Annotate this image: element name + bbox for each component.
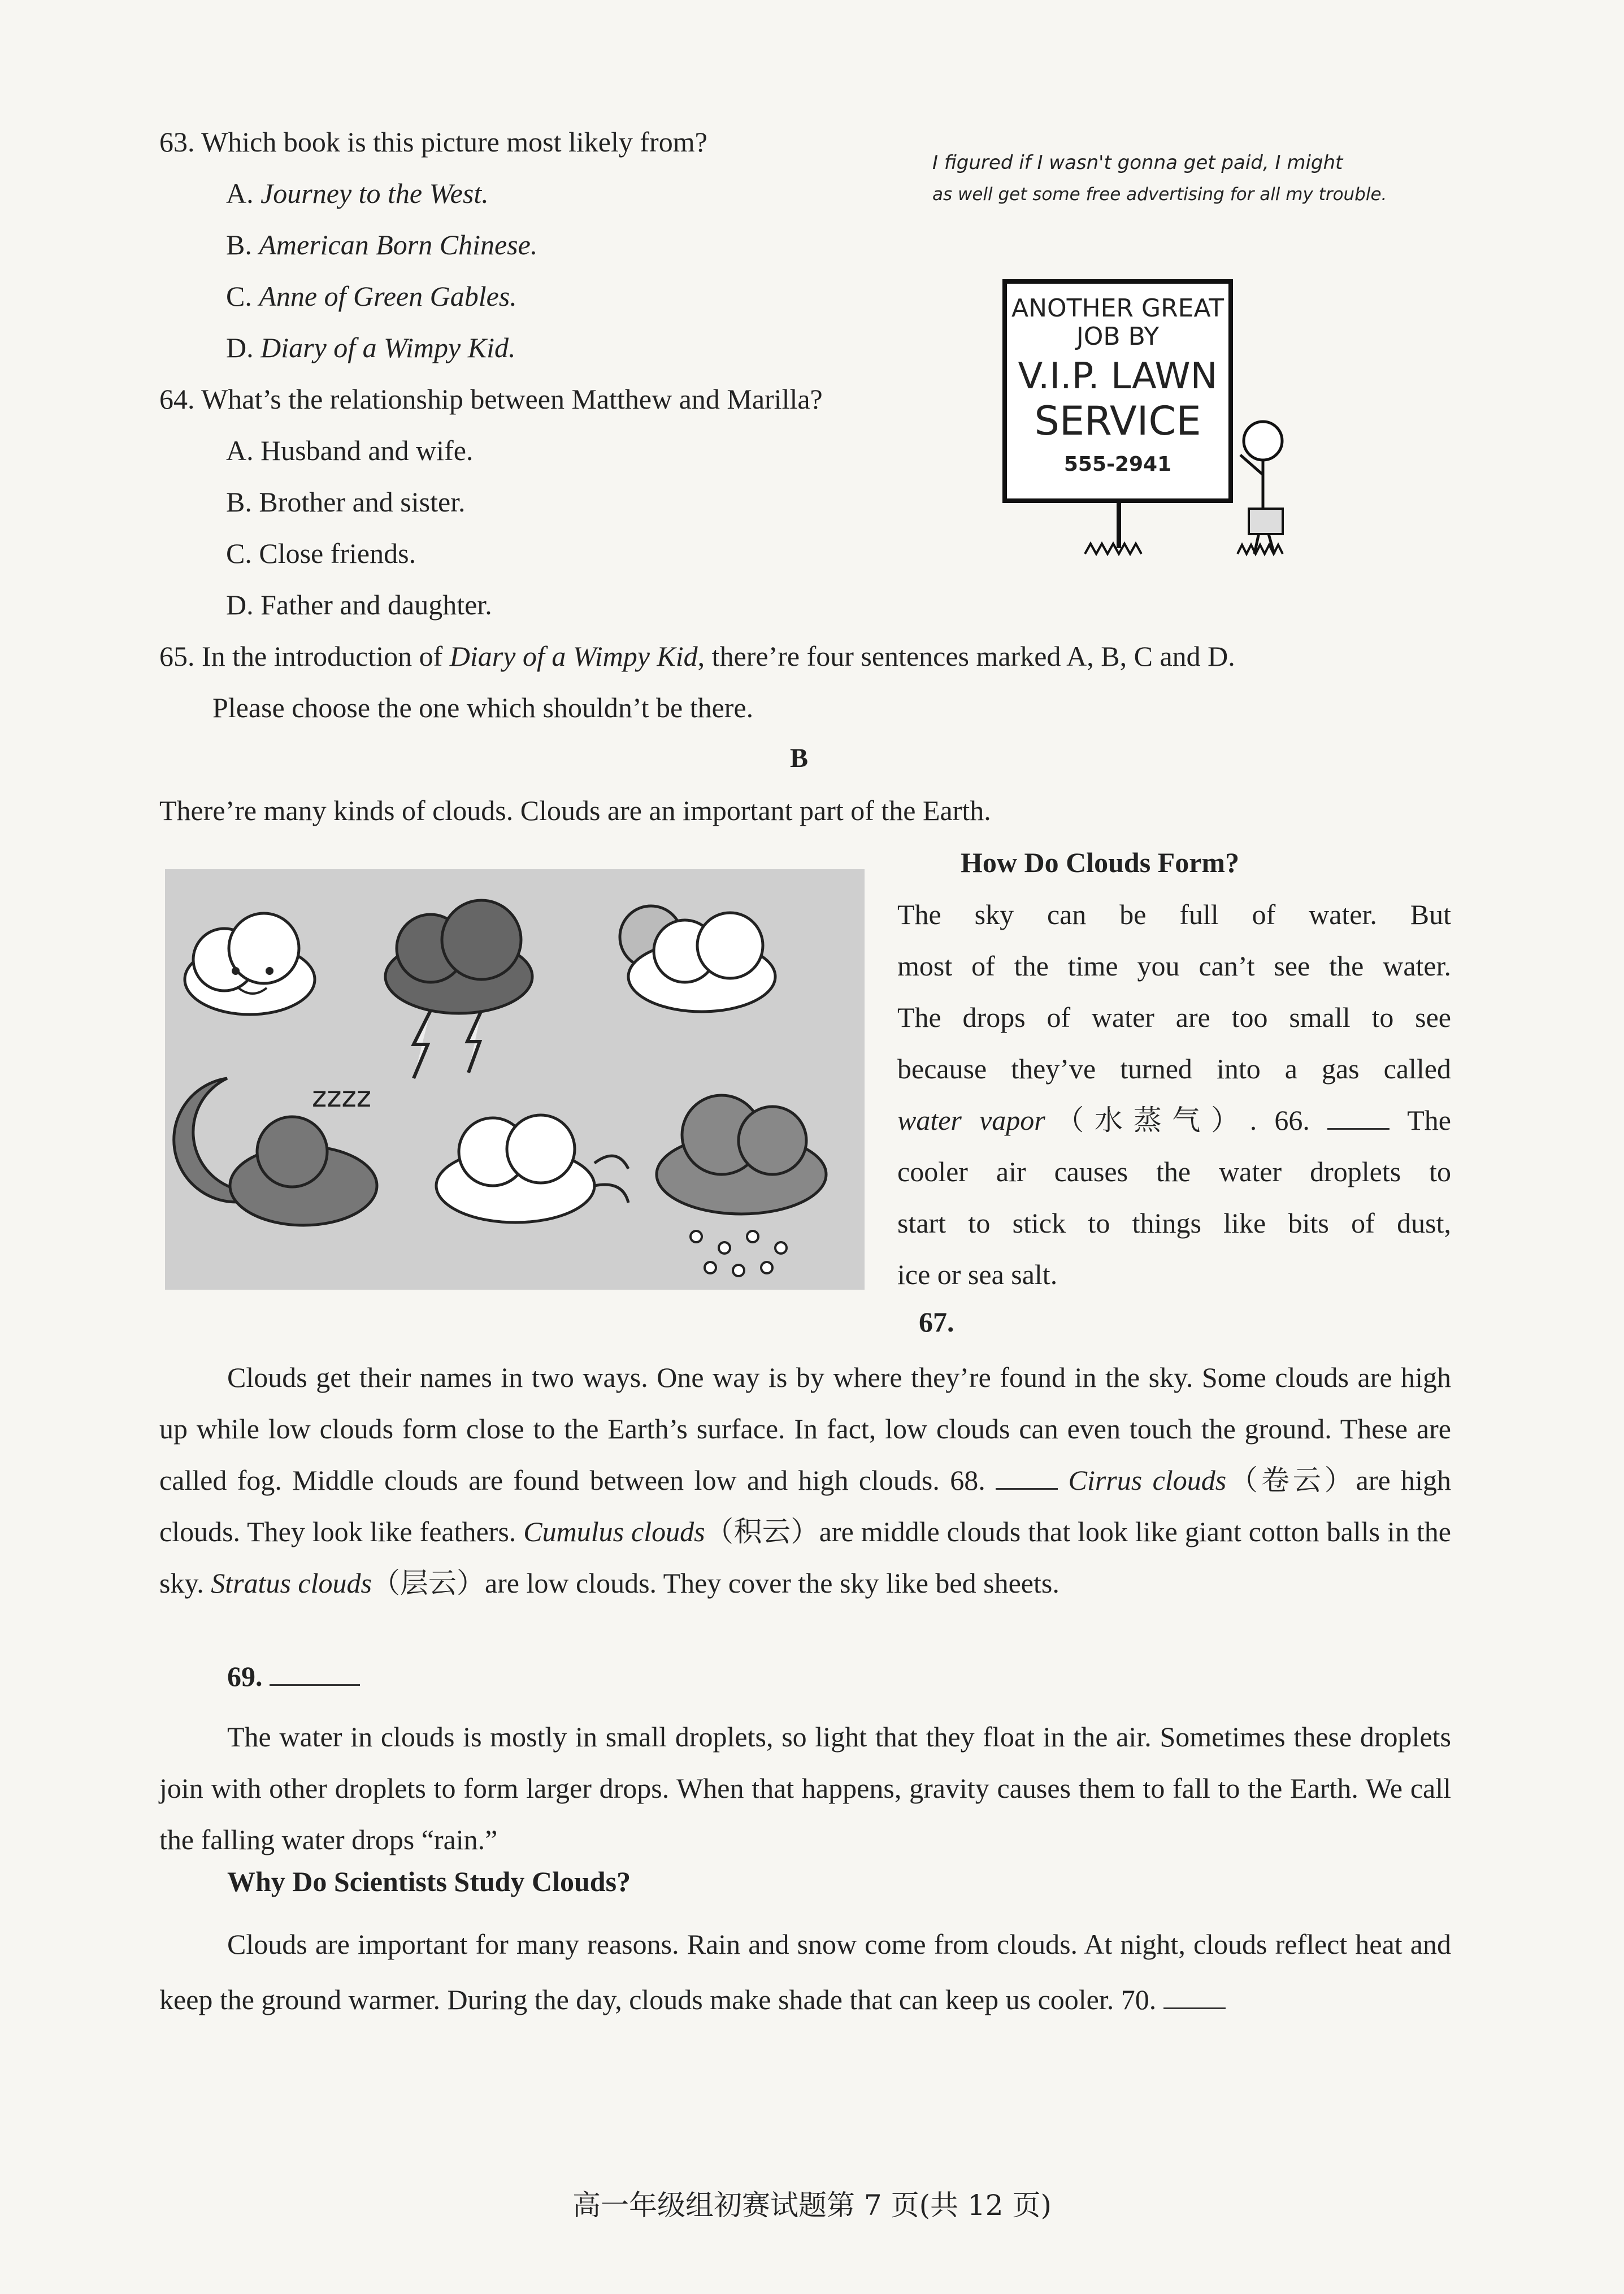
heading-how-clouds-form: How Do Clouds Form? <box>961 847 1240 878</box>
q65-line2: Please choose the one which shouldn’t be there. <box>212 692 754 723</box>
q63-option-a: A. Journey to the West. <box>226 177 489 209</box>
q63-option-d: D. Diary of a Wimpy Kid. <box>226 332 516 363</box>
clouds-illustration <box>165 869 865 1290</box>
storm-cloud-icon <box>385 900 532 1078</box>
kid-head <box>1244 422 1282 460</box>
clouds-form-text: The sky can be full of water. But most of the time you can’t see the water. The drops of water are too small to see because they’ve turned into a gas called water vapor（水蒸气）. 66. The cooler air causes the water droplets to start to stick to things like bits of dust, ice or sea salt. <box>897 899 1451 1290</box>
question-69: 69. <box>227 1660 360 1693</box>
q63-option-c: C. Anne of Green Gables. <box>226 280 517 312</box>
sign-phone: 555-2941 <box>1063 453 1172 476</box>
section-b-label: B <box>790 743 809 773</box>
q64-option-d: D. Father and daughter. <box>226 589 492 621</box>
blank-70 <box>1163 1985 1226 2009</box>
sun-cloud-icon <box>620 906 775 1012</box>
sign-line-2: JOB BY <box>1076 322 1160 351</box>
wimpy-kid-comic <box>932 141 1475 571</box>
moon-cloud-icon <box>174 1078 377 1225</box>
q64-option-b: B. Brother and sister. <box>226 486 466 518</box>
section-b-intro: There’re many kinds of clouds. Clouds are an important part of the Earth. <box>159 795 991 826</box>
comic-caption-1: I figured if I wasn't gonna get paid, I might <box>932 151 1343 174</box>
q65-line1: 65. In the introduction of Diary of a Wimpy Kid, there’re four sentences marked A, B, C and D. <box>159 640 1235 672</box>
wind-cloud-icon <box>436 1115 628 1222</box>
sign-line-3: V.I.P. LAWN <box>1018 355 1218 397</box>
q64-option-a: A. Husband and wife. <box>226 435 474 466</box>
q63-option-b: B. American Born Chinese. <box>226 229 538 261</box>
blank-69 <box>270 1662 360 1686</box>
q63-stem: 63. Which book is this picture most likely from? <box>159 126 707 158</box>
grass <box>1085 544 1141 554</box>
q64-stem: 64. What’s the relationship between Matthew and Marilla? <box>159 383 823 415</box>
blank-66 <box>1327 1105 1389 1130</box>
q64-option-c: C. Close friends. <box>226 537 416 569</box>
rain-cloud-icon <box>657 1095 826 1276</box>
sign-line-4: SERVICE <box>1034 398 1201 444</box>
clouds-drawing <box>165 869 865 1290</box>
sign-line-1: ANOTHER GREAT <box>1011 294 1224 323</box>
blank-68 <box>996 1465 1058 1490</box>
comic-caption-2: as well get some free advertising for all my trouble. <box>932 184 1387 205</box>
heading-why-study-clouds: Why Do Scientists Study Clouds? <box>227 1866 631 1897</box>
happy-cloud-icon <box>185 913 315 1014</box>
svg-text:zzzz: zzzz <box>312 1081 371 1113</box>
question-67: 67. <box>919 1306 954 1338</box>
page-footer: 高一年级组初赛试题第 7 页(共 12 页) <box>572 2189 1052 2222</box>
water-in-clouds-paragraph: The water in clouds is mostly in small droplets, so light that they float in the air. Sometimes these droplets join with other droplets to form larger drops. When that happens, gravity causes them to fall to the Earth. We call the falling water drops “rain.” <box>159 1721 1451 1855</box>
cloud-names-paragraph: Clouds get their names in two ways. One way is by where they’re found in the sky. Some clouds are high up while low clouds form close to the Earth’s surface. In fact, low clouds can even touch the ground. These are called fog. Middle clouds are found between low and high clouds. 68. Cirrus clouds（卷云）are high clouds. They look like feathers. Cumulus clouds（积云）are middle clouds that look like giant cotton balls in the sky. Stratus clouds（层云）are low clouds. They cover the sky like bed sheets. <box>159 1361 1451 1599</box>
why-study-paragraph: Clouds are important for many reasons. Rain and snow come from clouds. At night, clouds reflect heat and keep the ground warmer. During the day, clouds make shade that can keep us cooler. 70. <box>159 1928 1451 2015</box>
